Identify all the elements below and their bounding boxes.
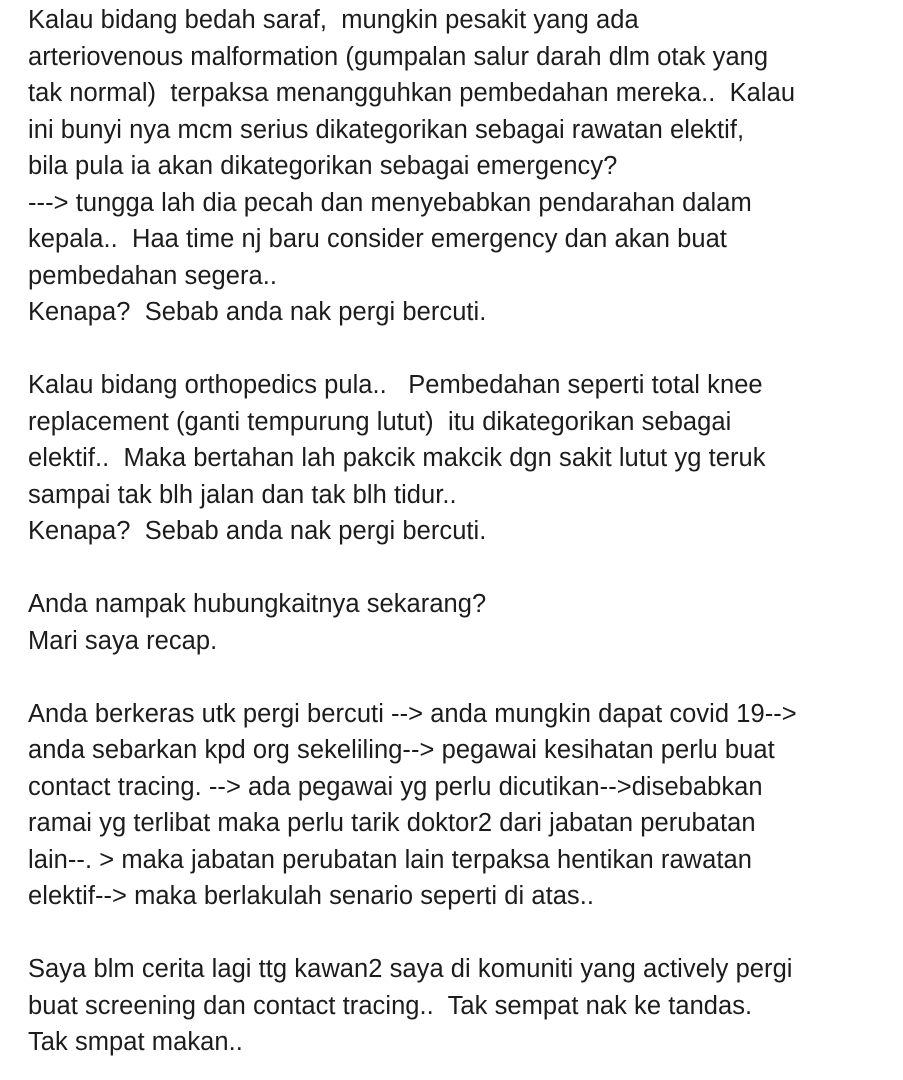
text-line: buat screening dan contact tracing.. Tak sempat nak ke tandas. [28,991,753,1020]
text-line: replacement (ganti tempurung lutut) itu dikategorikan sebagai [28,407,732,436]
text-line: elektif--> maka berlakulah senario seperti di atas.. [28,882,595,910]
post-body [28,2,896,1061]
text-line: elektif.. Maka bertahan lah pakcik makcik dgn sakit lutut yg teruk [28,444,766,472]
text-line: Kalau bidang bedah saraf, mungkin pesakit yang ada [28,6,639,34]
text-line: anda sebarkan kpd org sekeliling--> pegawai kesihatan perlu buat [28,736,775,764]
text-line: pembedahan segera.. [28,261,278,290]
text-line: Kenapa? Sebab anda nak pergi bercuti. [28,298,487,326]
text-line: tak normal) terpaksa menangguhkan pembedahan mereka.. Kalau [28,79,796,107]
text-line: Saya blm cerita lagi ttg kawan2 saya di komuniti yang actively pergi [28,955,793,983]
text-line: contact tracing. --> ada pegawai yg perlu dicutikan-->disebabkan [28,772,763,801]
text-line: Kenapa? Sebab anda nak pergi bercuti. [28,517,487,545]
text-line: Anda nampak hubungkaitnya sekarang? [28,590,487,618]
paragraph-community-friends [28,951,896,1061]
text-line: ramai yg terlibat maka perlu tarik doktor2 dari jabatan perubatan [28,809,756,837]
text-line: Kalau bidang orthopedics pula.. Pembedahan seperti total knee [28,371,763,399]
text-line: Anda berkeras utk pergi bercuti --> anda mungkin dapat covid 19--> [28,699,797,728]
paragraph-recap-chain [28,696,896,915]
text-line: ini bunyi nya mcm serius dikategorikan sebagai rawatan elektif, [28,115,745,144]
text-line: bila pula ia akan dikategorikan sebagai emergency? [28,152,618,180]
text-line: sampai tak blh jalan dan tak blh tidur.. [28,480,457,509]
text-line: Tak smpat makan.. [28,1028,243,1056]
paragraph-recap-intro [28,586,896,659]
text-line: Mari saya recap. [28,626,218,655]
paragraph-neurosurgery [28,2,896,331]
text-line: lain--. > maka jabatan perubatan lain terpaksa hentikan rawatan [28,845,752,874]
paragraph-orthopedics [28,367,896,550]
text-line: kepala.. Haa time nj baru consider emergency dan akan buat [28,225,727,253]
text-line: arteriovenous malformation (gumpalan salur darah dlm otak yang [28,42,769,71]
text-line: ---> tungga lah dia pecah dan menyebabkan pendarahan dalam [28,188,752,217]
